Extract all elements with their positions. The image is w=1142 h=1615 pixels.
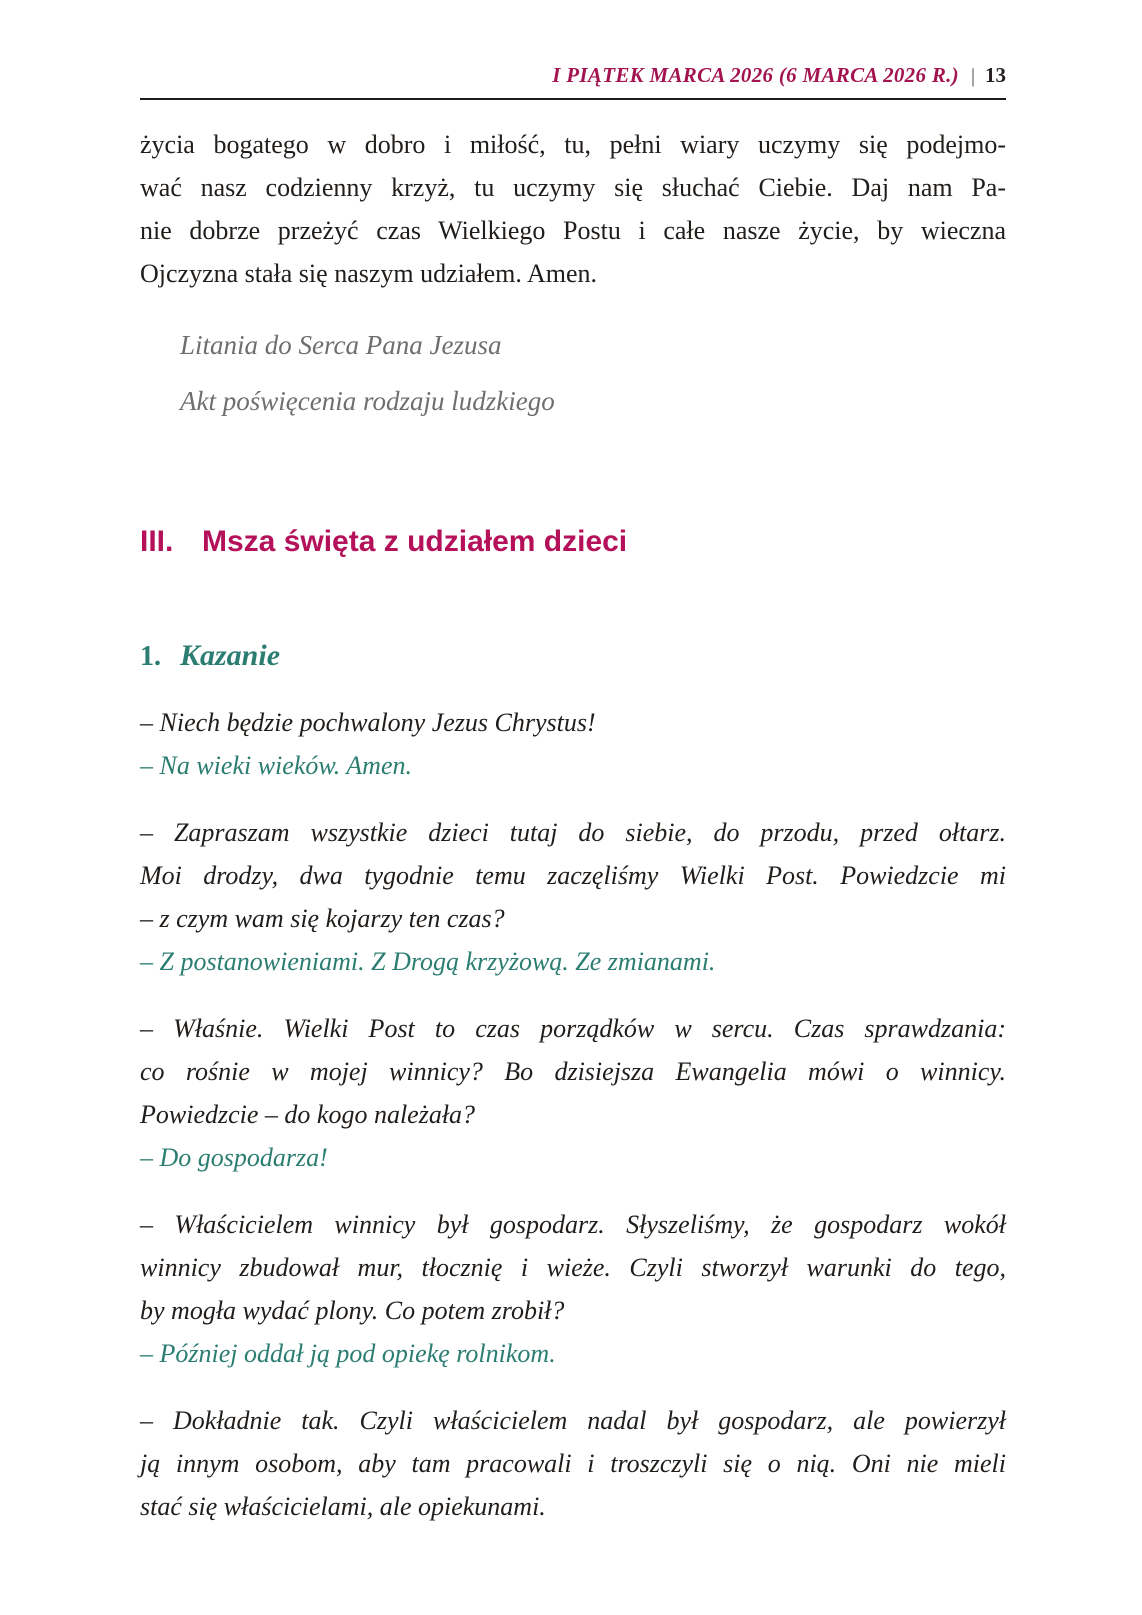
dialogue-paragraph-children xyxy=(140,940,1006,983)
text-line: ją innym osobom, aby tam pracowali i troszczyli się o nią. Oni nie mieli xyxy=(140,1449,1006,1478)
running-head: I PIĄTEK MARCA 2026 (6 MARCA 2026 R.) xyxy=(552,63,959,87)
text-line: co rośnie w mojej winnicy? Bo dzisiejsza Ewangelia mówi o winnicy. xyxy=(140,1057,1006,1086)
section-title: Msza święta z udziałem dzieci xyxy=(202,525,628,558)
text-line: nie dobrze przeżyć czas Wielkiego Postu i całe nasze życie, by wieczna xyxy=(140,216,1006,245)
text-line: – z czym wam się kojarzy ten czas? xyxy=(140,904,505,933)
dialogue-paragraph-celebrant xyxy=(140,1399,1006,1528)
subsection-heading xyxy=(140,637,1006,676)
page-header xyxy=(140,62,1006,89)
text-line: Ojczyzna stała się naszym udziałem. Amen. xyxy=(140,259,598,288)
text-line: Powiedzcie – do kogo należała? xyxy=(140,1100,476,1129)
section-heading xyxy=(140,523,1006,561)
text-line: – Właścicielem winnicy był gospodarz. Słyszeliśmy, że gospodarz wokół xyxy=(140,1210,1006,1239)
dialogue-paragraph-children xyxy=(140,744,1006,787)
text-line: by mogła wydać plony. Co potem zrobił? xyxy=(140,1296,565,1325)
section-number: III. xyxy=(140,525,174,558)
text-line: – Na wieki wieków. Amen. xyxy=(140,751,412,780)
text-line: – Później oddał ją pod opiekę rolnikom. xyxy=(140,1339,556,1368)
text-line: – Niech będzie pochwalony Jezus Chrystus! xyxy=(140,708,596,737)
dialogue-paragraph-celebrant xyxy=(140,811,1006,940)
text-line: życia bogatego w dobro i miłość, tu, pełni wiary uczymy się podejmo- xyxy=(140,130,1006,159)
header-rule xyxy=(140,98,1006,100)
text-line: winnicy zbudował mur, tłocznię i wieże. Czyli stworzył warunki do tego, xyxy=(140,1253,1006,1282)
intro-paragraph xyxy=(140,123,1006,295)
text-line: stać się właścicielami, ale opiekunami. xyxy=(140,1492,546,1521)
dialogue-paragraph-celebrant xyxy=(140,1007,1006,1136)
text-line: – Do gospodarza! xyxy=(140,1143,328,1172)
text-line: – Zapraszam wszystkie dzieci tutaj do siebie, do przodu, przed ołtarz. xyxy=(140,818,1006,847)
text-line: Moi drodzy, dwa tygodnie temu zaczęliśmy Wielki Post. Powiedzcie mi xyxy=(140,861,1006,890)
subsection-number: 1. xyxy=(140,641,161,672)
dialogue-paragraph-celebrant xyxy=(140,701,1006,744)
page-number: 13 xyxy=(985,63,1006,87)
text-line: – Dokładnie tak. Czyli właścicielem nadal był gospodarz, ale powierzył xyxy=(140,1406,1006,1435)
dialogue-paragraph-children xyxy=(140,1136,1006,1179)
text-line: – Z postanowieniami. Z Drogą krzyżową. Ze zmianami. xyxy=(140,947,716,976)
rubric-litania: Litania do Serca Pana Jezusa xyxy=(180,330,502,360)
text-line: – Właśnie. Wielki Post to czas porządków w sercu. Czas sprawdzania: xyxy=(140,1014,1006,1043)
book-page xyxy=(140,0,1006,1528)
rubric-akt-poswiecenia: Akt poświęcenia rodzaju ludzkiego xyxy=(180,386,555,416)
header-separator: | xyxy=(970,65,975,87)
text-line: wać nasz codzienny krzyż, tu uczymy się słuchać Ciebie. Daj nam Pa- xyxy=(140,173,1006,202)
dialogue-paragraph-children xyxy=(140,1332,1006,1375)
dialogue xyxy=(140,701,1006,1528)
subsection-title: Kazanie xyxy=(180,639,281,672)
dialogue-paragraph-celebrant xyxy=(140,1203,1006,1332)
